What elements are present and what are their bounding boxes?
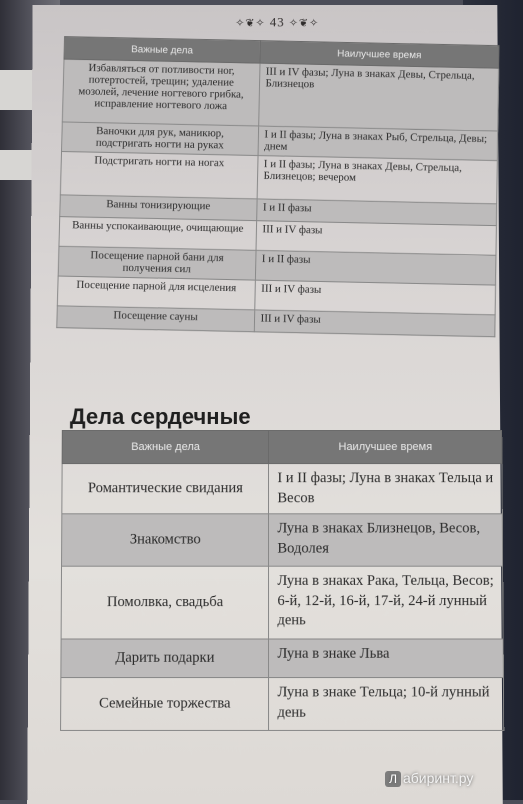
watermark	[385, 770, 473, 787]
table-cell-time: Луна в знаке Тельца; 10-й лунный день	[269, 678, 504, 731]
table-row	[61, 566, 503, 639]
watermark-text: абиринт.ру	[403, 770, 474, 786]
table-cell-time: I и II фазы; Луна в знаках Девы, Стрельца, Близнецов; вечером	[257, 156, 498, 204]
table-cell-time: I и II фазы; Луна в знаках Рыб, Стрельца, Девы; днем	[258, 126, 498, 161]
book-page	[27, 5, 503, 804]
table-cell-task: Помолвка, свадьба	[61, 566, 269, 639]
heart-matters-table	[60, 430, 504, 731]
section-title: Дела сердечные	[69, 403, 251, 430]
table-cell-task: Посещение парной бани для получения сил	[58, 246, 255, 280]
table-cell-task: Ваночки для рук, маникюр, подстригать ногти на руках	[62, 122, 259, 156]
table-cell-time: Луна в знаках Близнецов, Весов, Водолея	[269, 514, 503, 566]
table-header-best-time: Наилучшее время	[260, 41, 499, 68]
care-table	[56, 36, 499, 337]
table-row	[61, 639, 504, 678]
table-cell-task: Ванны тонизирующие	[60, 195, 257, 221]
table-cell-task: Семейные торжества	[61, 678, 269, 731]
table-cell-task: Избавляться от потливости ног, потертостей, трещин; удаление мозолей, лечение ногтевого грибка, исправление ногтевого ложа	[62, 59, 259, 126]
page-number-text: 43	[269, 14, 285, 30]
table-header-tasks: Важные дела	[64, 37, 260, 64]
ornament-right-icon: ✧❦✧	[288, 16, 320, 30]
table-cell-task: Романтические свидания	[62, 464, 269, 514]
table-cell-task: Знакомство	[62, 514, 269, 566]
table-header-best-time: Наилучшее время	[269, 431, 502, 464]
table-cell-task: Посещение парной для исцеления	[57, 276, 255, 310]
table-cell-time: III и IV фазы; Луна в знаках Девы, Стрельца, Близнецов	[258, 63, 498, 131]
table-cell-time: I и II фазы; Луна в знаках Тельца и Весов	[269, 464, 502, 514]
table-cell-task: Подстригать ногти на ногах	[60, 151, 257, 198]
table-cell-time: III и IV фазы	[254, 280, 495, 315]
table-cell-time: I и II фазы	[255, 250, 496, 285]
table-cell-task: Дарить подарки	[61, 639, 269, 678]
table-row	[61, 678, 504, 731]
table-row	[62, 59, 498, 131]
page-number	[235, 15, 319, 31]
table-cell-time: III и IV фазы	[256, 221, 497, 256]
labirint-logo-icon: Л	[385, 771, 401, 787]
table-cell-task: Посещение сауны	[57, 306, 255, 332]
table-cell-task: Ванны успокаивающие, очищающие	[59, 217, 256, 251]
table-row	[62, 464, 502, 514]
table-cell-time: I и II фазы	[256, 199, 496, 226]
table-row	[62, 514, 503, 566]
table-cell-time: Луна в знаках Рака, Тельца, Весов; 6-й, 12-й, 16-й, 17-й, 24-й лунный день	[269, 566, 503, 639]
table-cell-time: Луна в знаке Льва	[269, 639, 504, 678]
table-cell-time: III и IV фазы	[254, 310, 495, 337]
table-header-tasks: Важные дела	[62, 431, 269, 464]
ornament-left-icon: ✧❦✧	[235, 16, 266, 30]
